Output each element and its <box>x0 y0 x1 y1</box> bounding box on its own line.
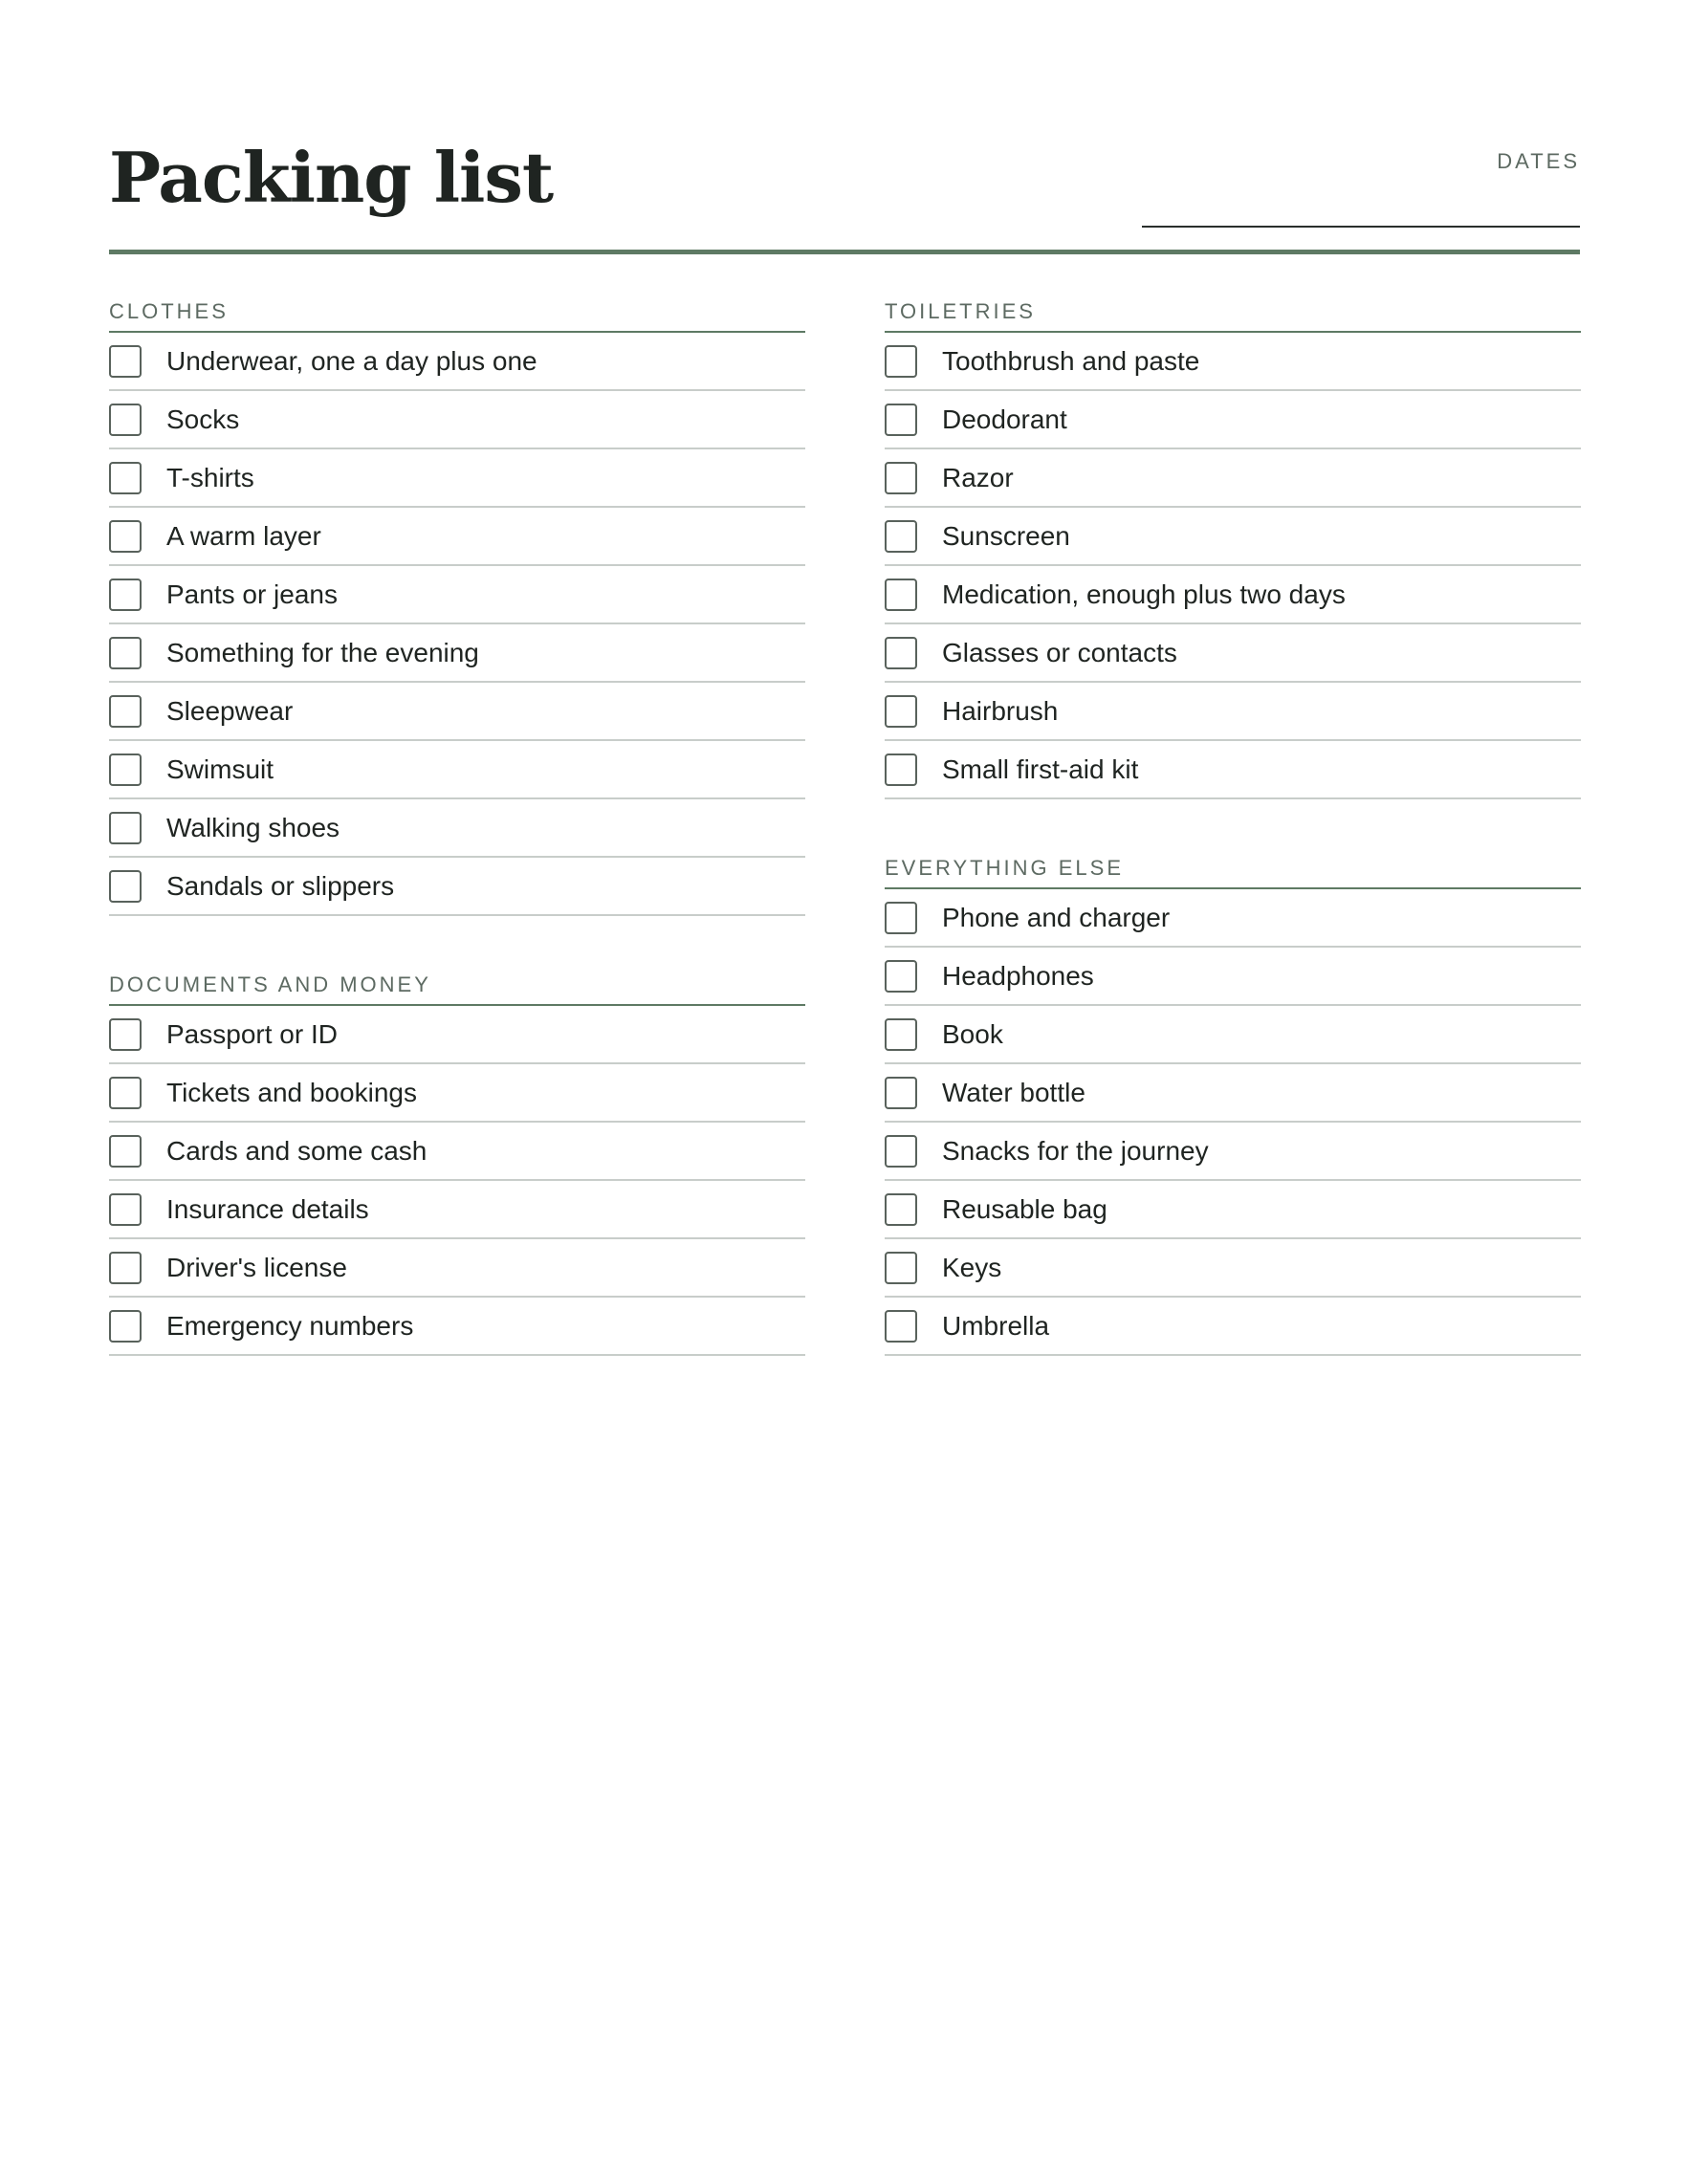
item-label: Headphones <box>942 960 1094 991</box>
checklist-item[interactable] <box>885 624 1581 683</box>
checklist-item[interactable] <box>109 1006 805 1064</box>
checkbox[interactable] <box>885 462 917 494</box>
item-label: Keys <box>942 1252 1002 1282</box>
section-title: EVERYTHING ELSE <box>885 849 1581 889</box>
item-label: Water bottle <box>942 1077 1085 1107</box>
item-label: Socks <box>166 404 240 434</box>
checkbox[interactable] <box>109 579 142 611</box>
item-label: Deodorant <box>942 404 1067 434</box>
checklist-item[interactable] <box>885 1181 1581 1239</box>
item-label: Something for the evening <box>166 637 479 667</box>
checkbox[interactable] <box>885 1077 917 1109</box>
checkbox[interactable] <box>109 520 142 553</box>
checkbox[interactable] <box>109 1135 142 1168</box>
checklist-item[interactable] <box>885 683 1581 741</box>
checklist-item[interactable] <box>885 391 1581 449</box>
checklist-item[interactable] <box>885 333 1581 391</box>
right-column <box>885 293 1581 1406</box>
item-label: Underwear, one a day plus one <box>166 345 537 376</box>
section-toiletries <box>885 293 1581 799</box>
checkbox[interactable] <box>885 345 917 378</box>
checkbox[interactable] <box>109 1252 142 1284</box>
item-label: A warm layer <box>166 520 321 551</box>
checkbox[interactable] <box>885 1193 917 1226</box>
section-title: CLOTHES <box>109 293 805 333</box>
left-column <box>109 293 805 1406</box>
checklist <box>885 889 1581 1356</box>
checklist-item[interactable] <box>885 1239 1581 1298</box>
checklist-item[interactable] <box>885 566 1581 624</box>
item-label: Insurance details <box>166 1193 369 1224</box>
checkbox[interactable] <box>109 870 142 903</box>
checkbox[interactable] <box>885 1310 917 1343</box>
item-label: Sleepwear <box>166 695 294 726</box>
page-title: Packing list <box>109 137 554 218</box>
checkbox[interactable] <box>109 695 142 728</box>
section-title: DOCUMENTS AND MONEY <box>109 966 805 1006</box>
checkbox[interactable] <box>109 753 142 786</box>
checkbox[interactable] <box>109 404 142 436</box>
item-label: Emergency numbers <box>166 1310 414 1341</box>
checkbox[interactable] <box>109 812 142 844</box>
item-label: Swimsuit <box>166 753 274 784</box>
item-label: Razor <box>942 462 1014 492</box>
checklist-item[interactable] <box>885 1064 1581 1123</box>
checklist-item[interactable] <box>109 624 805 683</box>
checkbox[interactable] <box>109 462 142 494</box>
item-label: Passport or ID <box>166 1018 338 1049</box>
checklist-item[interactable] <box>885 1006 1581 1064</box>
checklist-item[interactable] <box>885 508 1581 566</box>
item-label: Reusable bag <box>942 1193 1107 1224</box>
checklist <box>885 333 1581 799</box>
checkbox[interactable] <box>885 902 917 934</box>
checklist-item[interactable] <box>885 889 1581 948</box>
item-label: T-shirts <box>166 462 254 492</box>
checklist-item[interactable] <box>109 1123 805 1181</box>
checklist-item[interactable] <box>109 683 805 741</box>
item-label: Walking shoes <box>166 812 340 842</box>
checkbox[interactable] <box>885 404 917 436</box>
item-label: Pants or jeans <box>166 579 338 609</box>
checkbox[interactable] <box>109 1077 142 1109</box>
item-label: Sunscreen <box>942 520 1070 551</box>
checkbox[interactable] <box>885 637 917 669</box>
checklist-item[interactable] <box>109 1298 805 1356</box>
checkbox[interactable] <box>885 960 917 993</box>
checklist-item[interactable] <box>109 508 805 566</box>
checklist-item[interactable] <box>885 449 1581 508</box>
checklist-item[interactable] <box>109 1064 805 1123</box>
checklist-item[interactable] <box>109 1239 805 1298</box>
item-label: Small first-aid kit <box>942 753 1139 784</box>
section-everything-else <box>885 849 1581 1356</box>
checkbox[interactable] <box>885 753 917 786</box>
checkbox[interactable] <box>885 695 917 728</box>
section-documents-and-money <box>109 966 805 1356</box>
checkbox[interactable] <box>109 1193 142 1226</box>
page-header <box>109 0 1580 254</box>
checkbox[interactable] <box>885 579 917 611</box>
checklist-item[interactable] <box>109 449 805 508</box>
item-label: Cards and some cash <box>166 1135 427 1166</box>
item-label: Driver's license <box>166 1252 347 1282</box>
checkbox[interactable] <box>109 1018 142 1051</box>
checklist-item[interactable] <box>885 741 1581 799</box>
item-label: Snacks for the journey <box>942 1135 1209 1166</box>
checklist-item[interactable] <box>109 741 805 799</box>
checklist <box>109 1006 805 1356</box>
checklist-item[interactable] <box>109 858 805 916</box>
checkbox[interactable] <box>109 345 142 378</box>
checkbox[interactable] <box>885 1135 917 1168</box>
dates-label: DATES <box>1497 149 1580 173</box>
checkbox[interactable] <box>885 1018 917 1051</box>
section-clothes <box>109 293 805 916</box>
item-label: Umbrella <box>942 1310 1050 1341</box>
item-label: Glasses or contacts <box>942 637 1177 667</box>
item-label: Hairbrush <box>942 695 1059 726</box>
checklist-item[interactable] <box>109 333 805 391</box>
checklist-item[interactable] <box>885 1123 1581 1181</box>
dates-input-line[interactable] <box>1142 226 1580 228</box>
checklist-item[interactable] <box>109 391 805 449</box>
checklist-item[interactable] <box>885 948 1581 1006</box>
section-title: TOILETRIES <box>885 293 1581 333</box>
item-label: Toothbrush and paste <box>942 345 1200 376</box>
item-label: Sandals or slippers <box>166 870 395 901</box>
checkbox[interactable] <box>109 637 142 669</box>
checklist <box>109 333 805 916</box>
checklist-item[interactable] <box>885 1298 1581 1356</box>
item-label: Phone and charger <box>942 902 1171 932</box>
item-label: Book <box>942 1018 1003 1049</box>
checklist-item[interactable] <box>109 799 805 858</box>
item-label: Medication, enough plus two days <box>942 579 1346 609</box>
checkbox[interactable] <box>885 1252 917 1284</box>
checklist-item[interactable] <box>109 566 805 624</box>
checklist-item[interactable] <box>109 1181 805 1239</box>
checkbox[interactable] <box>885 520 917 553</box>
checkbox[interactable] <box>109 1310 142 1343</box>
item-label: Tickets and bookings <box>166 1077 417 1107</box>
